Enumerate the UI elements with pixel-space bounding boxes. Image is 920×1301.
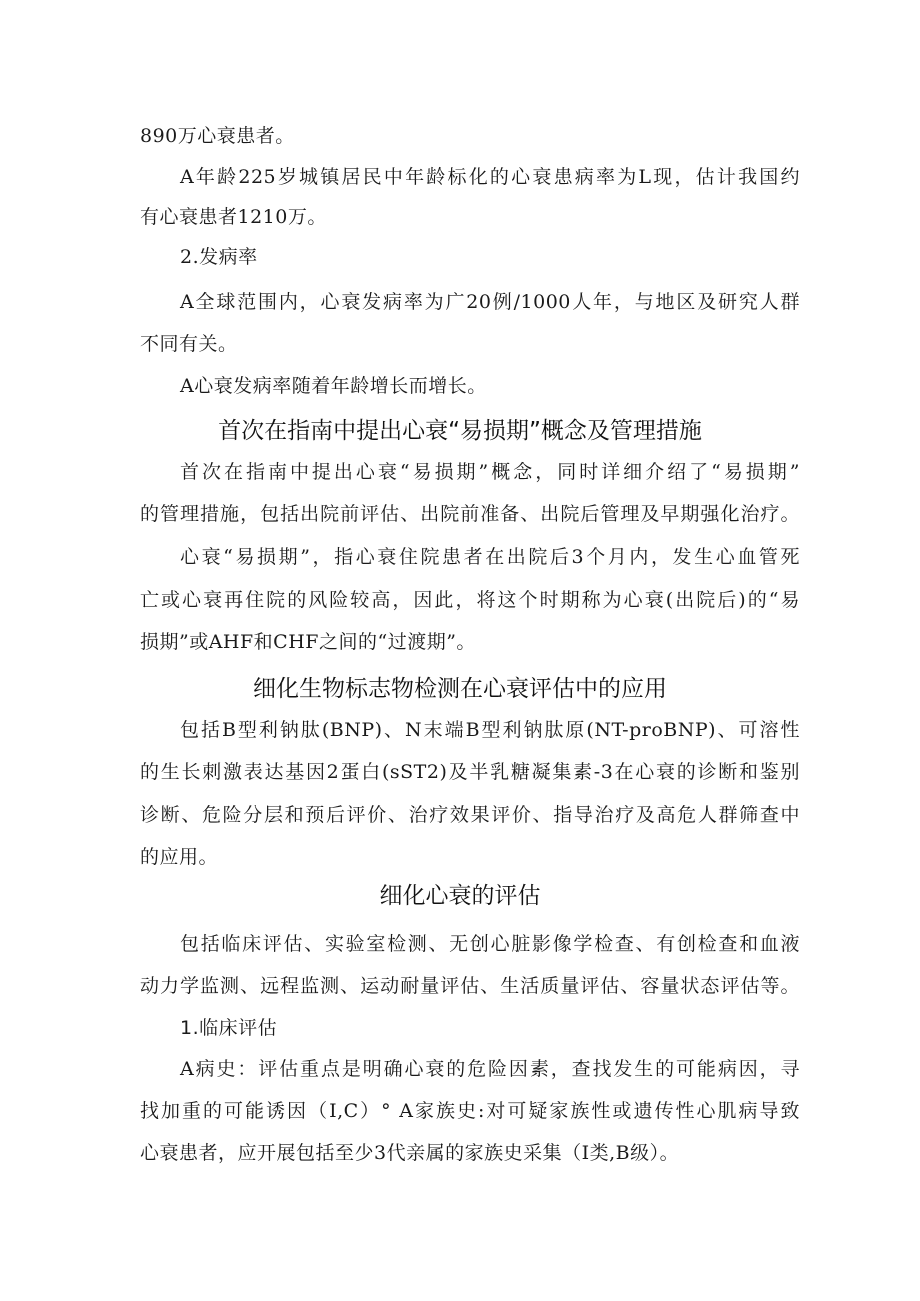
- paragraph-line: A病史：评估重点是明确心衰的危险因素，查找发生的可能病因，寻: [180, 1058, 800, 1080]
- paragraph-line: 的生长刺激表达基因2蛋白(sST2)及半乳糖凝集素-3在心衰的诊断和鉴别: [140, 761, 800, 783]
- paragraph-line: A心衰发病率随着年龄增长而增长。: [180, 375, 487, 397]
- paragraph-line: 包括B型利钠肽(BNP)、N末端B型利钠肽原(NT-proBNP)、可溶性: [180, 719, 800, 741]
- paragraph-line: A全球范围内，心衰发病率为广20例/1000人年，与地区及研究人群: [180, 291, 800, 313]
- paragraph-line: 诊断、危险分层和预后评价、治疗效果评价、指导治疗及高危人群筛查中: [140, 804, 800, 826]
- paragraph-line: 不同有关。: [140, 333, 238, 355]
- section-heading: 细化生物标志物检测在心衰评估中的应用: [253, 676, 667, 702]
- paragraph-line: 首次在指南中提出心衰“易损期”概念，同时详细介绍了“易损期”: [180, 461, 800, 483]
- paragraph-line: 找加重的可能诱因（I,C）° A家族史:对可疑家族性或遗传性心肌病导致: [140, 1100, 800, 1122]
- section-heading: 细化心衰的评估: [379, 883, 541, 909]
- paragraph-line: 有心衰患者1210万。: [140, 206, 327, 228]
- paragraph-line: 的应用。: [140, 846, 219, 868]
- paragraph-line: 890万心衰患者。: [140, 125, 295, 147]
- paragraph-line: 心衰“易损期”，指心衰住院患者在出院后3个月内，发生心血管死: [180, 546, 800, 568]
- section-subheading: 2.发病率: [180, 246, 258, 268]
- section-subheading: 1.临床评估: [180, 1017, 278, 1039]
- paragraph-line: 的管理措施，包括出院前评估、出院前准备、出院后管理及早期强化治疗。: [140, 503, 800, 525]
- section-heading: 首次在指南中提出心衰“易损期”概念及管理措施: [218, 418, 702, 444]
- paragraph-line: 损期”或AHF和CHF之间的“过渡期”。: [140, 631, 476, 653]
- paragraph-line: 亡或心衰再住院的风险较高，因此，将这个时期称为心衰(出院后)的“易: [140, 589, 800, 611]
- paragraph-line: 心衰患者，应开展包括至少3代亲属的家族史采集（I类,B级）。: [140, 1142, 680, 1164]
- paragraph-line: 动力学监测、远程监测、运动耐量评估、生活质量评估、容量状态评估等。: [140, 975, 800, 997]
- paragraph-line: 包括临床评估、实验室检测、无创心脏影像学检查、有创检查和血液: [180, 933, 800, 955]
- paragraph-line: A年龄225岁城镇居民中年龄标化的心衰患病率为L现，估计我国约: [180, 166, 800, 188]
